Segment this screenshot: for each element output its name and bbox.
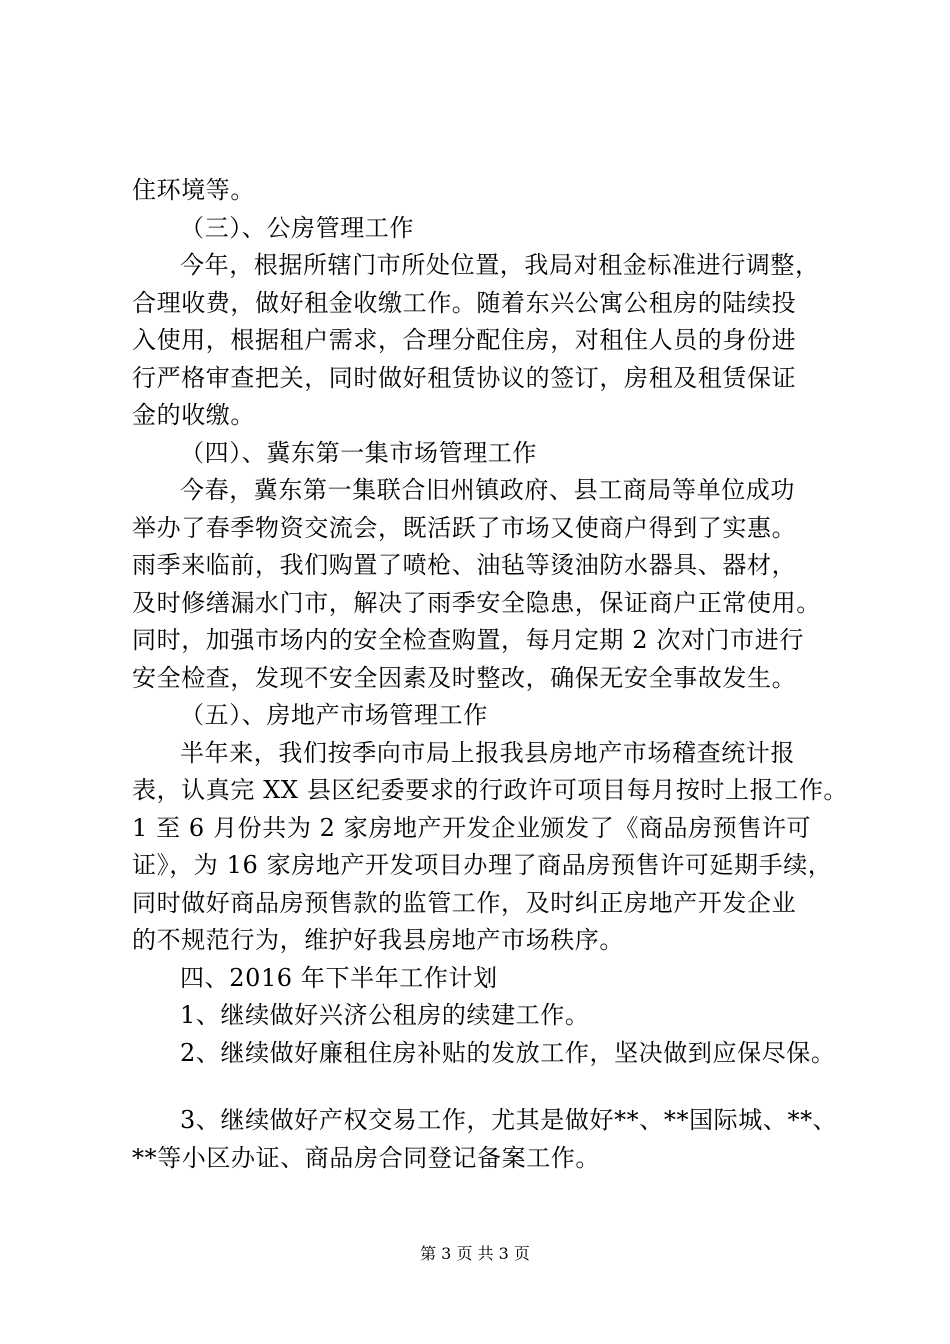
text-line: （五）、房地产市场管理工作 (180, 701, 488, 729)
text-line: 同时做好商品房预售款的监管工作，及时纠正房地产开发企业 (132, 888, 797, 917)
text-line: 入使用，根据租户需求，合理分配住房，对租住人员的身份进 (132, 326, 797, 354)
text-line: 住环境等。 (132, 176, 255, 204)
text-line: （四）、冀东第一集市场管理工作 (180, 438, 537, 467)
text-line: 半年来，我们按季向市局上报我县房地产市场稽查统计报 (180, 738, 795, 767)
text-line: 举办了春季物资交流会，既活跃了市场又使商户得到了实惠。 (132, 513, 797, 542)
text-line: 金的收缴。 (132, 401, 255, 429)
text-line: 1 至 6 月份共为 2 家房地产开发企业颁发了《商品房预售许可 (132, 813, 812, 842)
text-line: 雨季来临前，我们购置了喷枪、油毡等烫油防水器具、器材， (132, 551, 797, 579)
text-line: 今年，根据所辖门市所处位置，我局对租金标准进行调整， (180, 251, 820, 279)
text-line: **等小区办证、商品房合同登记备案工作。 (132, 1143, 600, 1172)
text-line: 表，认真完 XX 县区纪委要求的行政许可项目每月按时上报工作。 (132, 776, 849, 804)
text-line: 合理收费，做好租金收缴工作。随着东兴公寓公租房的陆续投 (132, 288, 797, 317)
text-line: 及时修缮漏水门市，解决了雨季安全隐患，保证商户正常使用。 (132, 588, 821, 617)
text-line: 安全检查，发现不安全因素及时整改，确保无安全事故发生。 (132, 663, 797, 692)
text-line: 1、继续做好兴济公租房的续建工作。 (180, 1001, 590, 1029)
text-line: 同时，加强市场内的安全检查购置，每月定期 2 次对门市进行 (132, 626, 804, 654)
text-line: （三）、公房管理工作 (180, 213, 414, 242)
document-body (132, 172, 852, 1177)
text-line: 2、继续做好廉租住房补贴的发放工作，坚决做到应保尽保。 (180, 1038, 836, 1067)
text-line: 证》，为 16 家房地产开发项目办理了商品房预售许可延期手续， (132, 851, 833, 879)
text-line: 四、2016 年下半年工作计划 (180, 963, 498, 992)
page-footer: 第 3 页 共 3 页 (420, 1244, 530, 1263)
text-line: 3、继续做好产权交易工作，尤其是做好**、**国际城、**、 (180, 1106, 838, 1134)
text-line: 今春，冀东第一集联合旧州镇政府、县工商局等单位成功 (180, 476, 795, 504)
paragraph-gap (132, 1072, 852, 1102)
text-line: 行严格审查把关，同时做好租赁协议的签订，房租及租赁保证 (132, 363, 797, 392)
text-line: 的不规范行为，维护好我县房地产市场秩序。 (132, 926, 624, 954)
